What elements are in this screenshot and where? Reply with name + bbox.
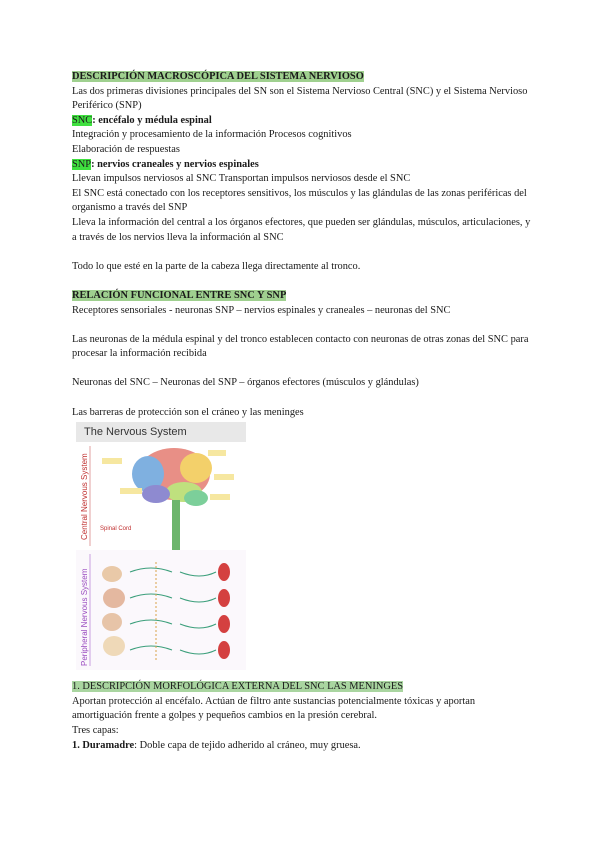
snc-line: SNC: encéfalo y médula espinal [72, 114, 212, 126]
heading-relation: RELACIÓN FUNCIONAL ENTRE SNC Y SNP [72, 289, 287, 301]
document-body [72, 70, 532, 753]
relation-item-3: Neuronas del SNC – Neuronas del SNP – órganos efectores (músculos y glándulas) [72, 377, 419, 389]
relation-item-1: Receptores sensoriales - neuronas SNP – nervios espinales y craneales – neuronas del SNC [72, 304, 451, 316]
snc-item-1: Integración y procesamiento de la información Procesos cognitivos [72, 129, 352, 141]
relation-item-4: Las barreras de protección son el cráneo y las meninges [72, 406, 304, 418]
heading-meninges: 1. DESCRIPCIÓN MORFOLÓGICA EXTERNA DEL SNC LAS MENINGES [72, 681, 403, 693]
figure-title: The Nervous System [76, 422, 246, 442]
meninges-paragraph: Aportan protección al encéfalo. Actúan de filtro ante sustancias potencialmente tóxicas y aportan amortiguación frente a golpes y pequeños cambios en la presión cerebral. [72, 695, 476, 722]
spinal-cord-label: Spinal Cord [100, 526, 132, 533]
relation-item-2: Las neuronas de la médula espinal y del tronco establecen contacto con neuronas de otras zonas del SNC para procesar la información recibida [72, 333, 529, 360]
snp-item-3: Lleva la información del central a los órganos efectores, que pueden ser glándulas, músculos, articulaciones, y a través de los nervios lleva la información al SNC [72, 216, 531, 243]
duramadre-line: 1. Duramadre: Doble capa de tejido adherido al cráneo, muy gruesa. [72, 739, 361, 751]
intro-paragraph: Las dos primeras divisiones principales del SN son el Sistema Nervioso Central (SNC) y el Sistema Nervioso Periférico (SNP) [72, 85, 528, 112]
snp-line: SNP: nervios craneales y nervios espinales [72, 158, 259, 170]
snp-item-2: El SNC está conectado con los receptores sensitivos, los músculos y las glándulas de las zonas periféricas del organismo a través del SNP [72, 187, 527, 214]
snp-item-1: Llevan impulsos nerviosos al SNC Transportan impulsos nerviosos desde el SNC [72, 173, 411, 185]
snp-item-4: Todo lo que esté en la parte de la cabeza llega directamente al tronco. [72, 260, 361, 272]
nervous-system-figure [76, 422, 246, 670]
meninges-layers: Tres capas: [72, 725, 119, 737]
nervous-system-illustration [76, 422, 246, 670]
cns-vertical-label: Central Nervous System [80, 453, 89, 541]
snc-item-2: Elaboración de respuestas [72, 143, 180, 155]
pns-vertical-label: Peripheral Nervous System [80, 568, 89, 667]
heading-macroscopic: DESCRIPCIÓN MACROSCÓPICA DEL SISTEMA NERVIOSO [72, 71, 364, 82]
